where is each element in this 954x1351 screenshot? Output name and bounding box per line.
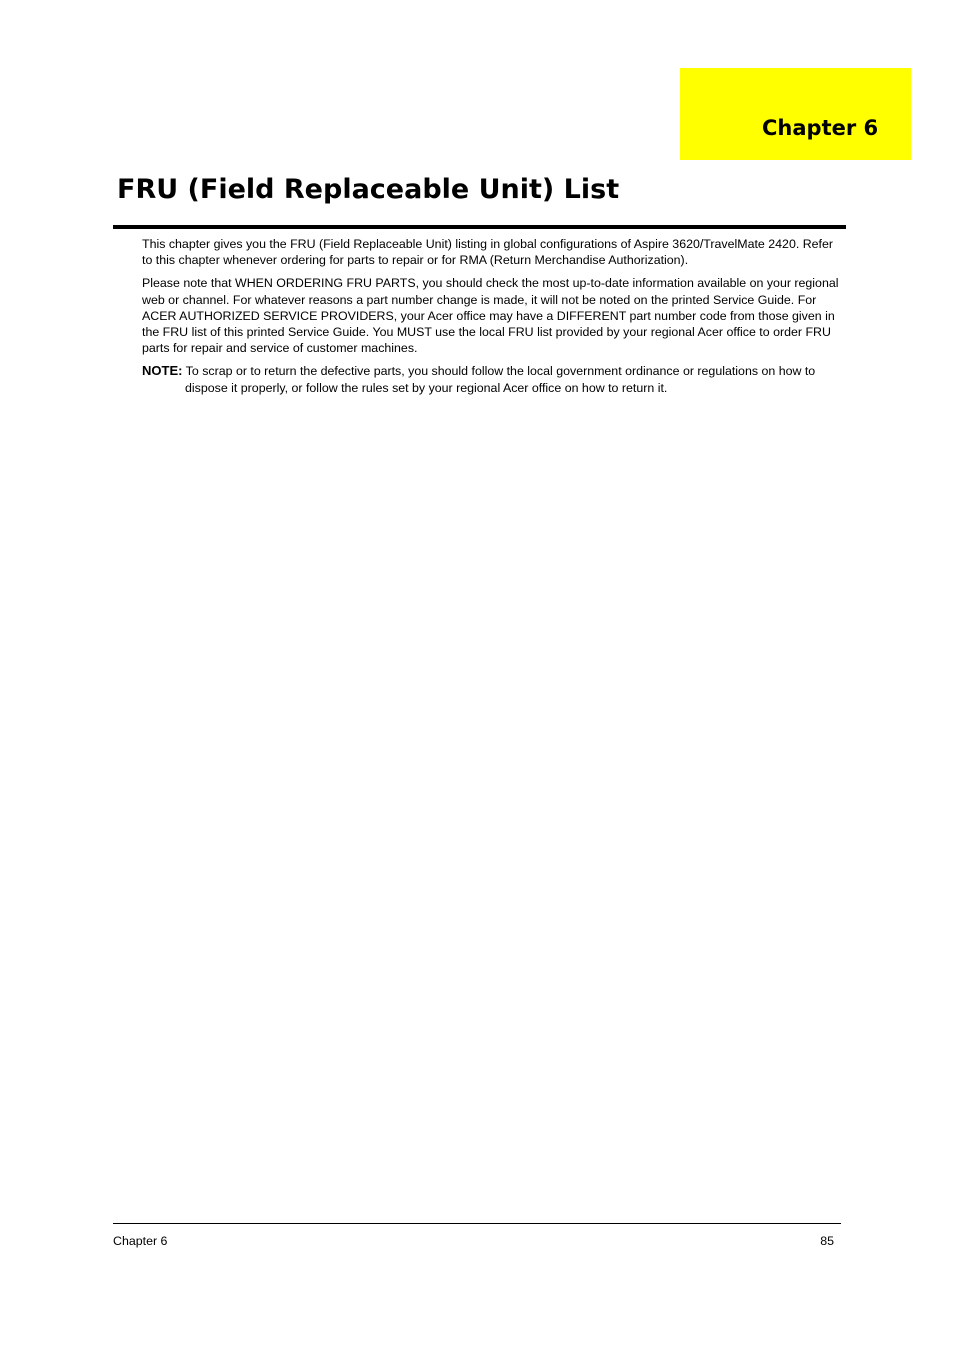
intro-paragraph: This chapter gives you the FRU (Field Replaceable Unit) listing in global configurations of Aspire 3620/TravelMate 2420. Refer to this chapter whenever ordering for parts to repair or for RMA (Return Merchandise Authorization). — [142, 237, 834, 268]
page-number: 85 — [820, 1234, 834, 1248]
note-label: NOTE: — [142, 363, 183, 379]
chapter-tab-label: Chapter 6 — [762, 116, 879, 140]
body-content — [142, 236, 842, 403]
page-title: FRU (Field Replaceable Unit) List — [117, 174, 620, 205]
note — [142, 363, 842, 395]
note-text: To scrap or to return the defective parts, you should follow the local government ordinance or regulations on how to dispose it properly, or follow the rules set by your regional Acer office on how to return it. — [185, 364, 816, 395]
chapter-tab — [680, 68, 911, 160]
footer-divider — [113, 1223, 841, 1224]
title-divider — [113, 225, 846, 229]
ordering-paragraph: Please note that WHEN ORDERING FRU PARTS, you should check the most up-to-date information available on your regional web or channel. For whatever reasons a part number change is made, it will not be noted on the printed Service Guide. For ACER AUTHORIZED SERVICE PROVIDERS, your Acer office may have a DIFFERENT part number code from those given in the FRU list of this printed Service Guide. You MUST use the local FRU list provided by your regional Acer office to order FRU parts for repair and service of customer machines. — [142, 276, 839, 356]
footer-chapter: Chapter 6 — [113, 1234, 168, 1248]
